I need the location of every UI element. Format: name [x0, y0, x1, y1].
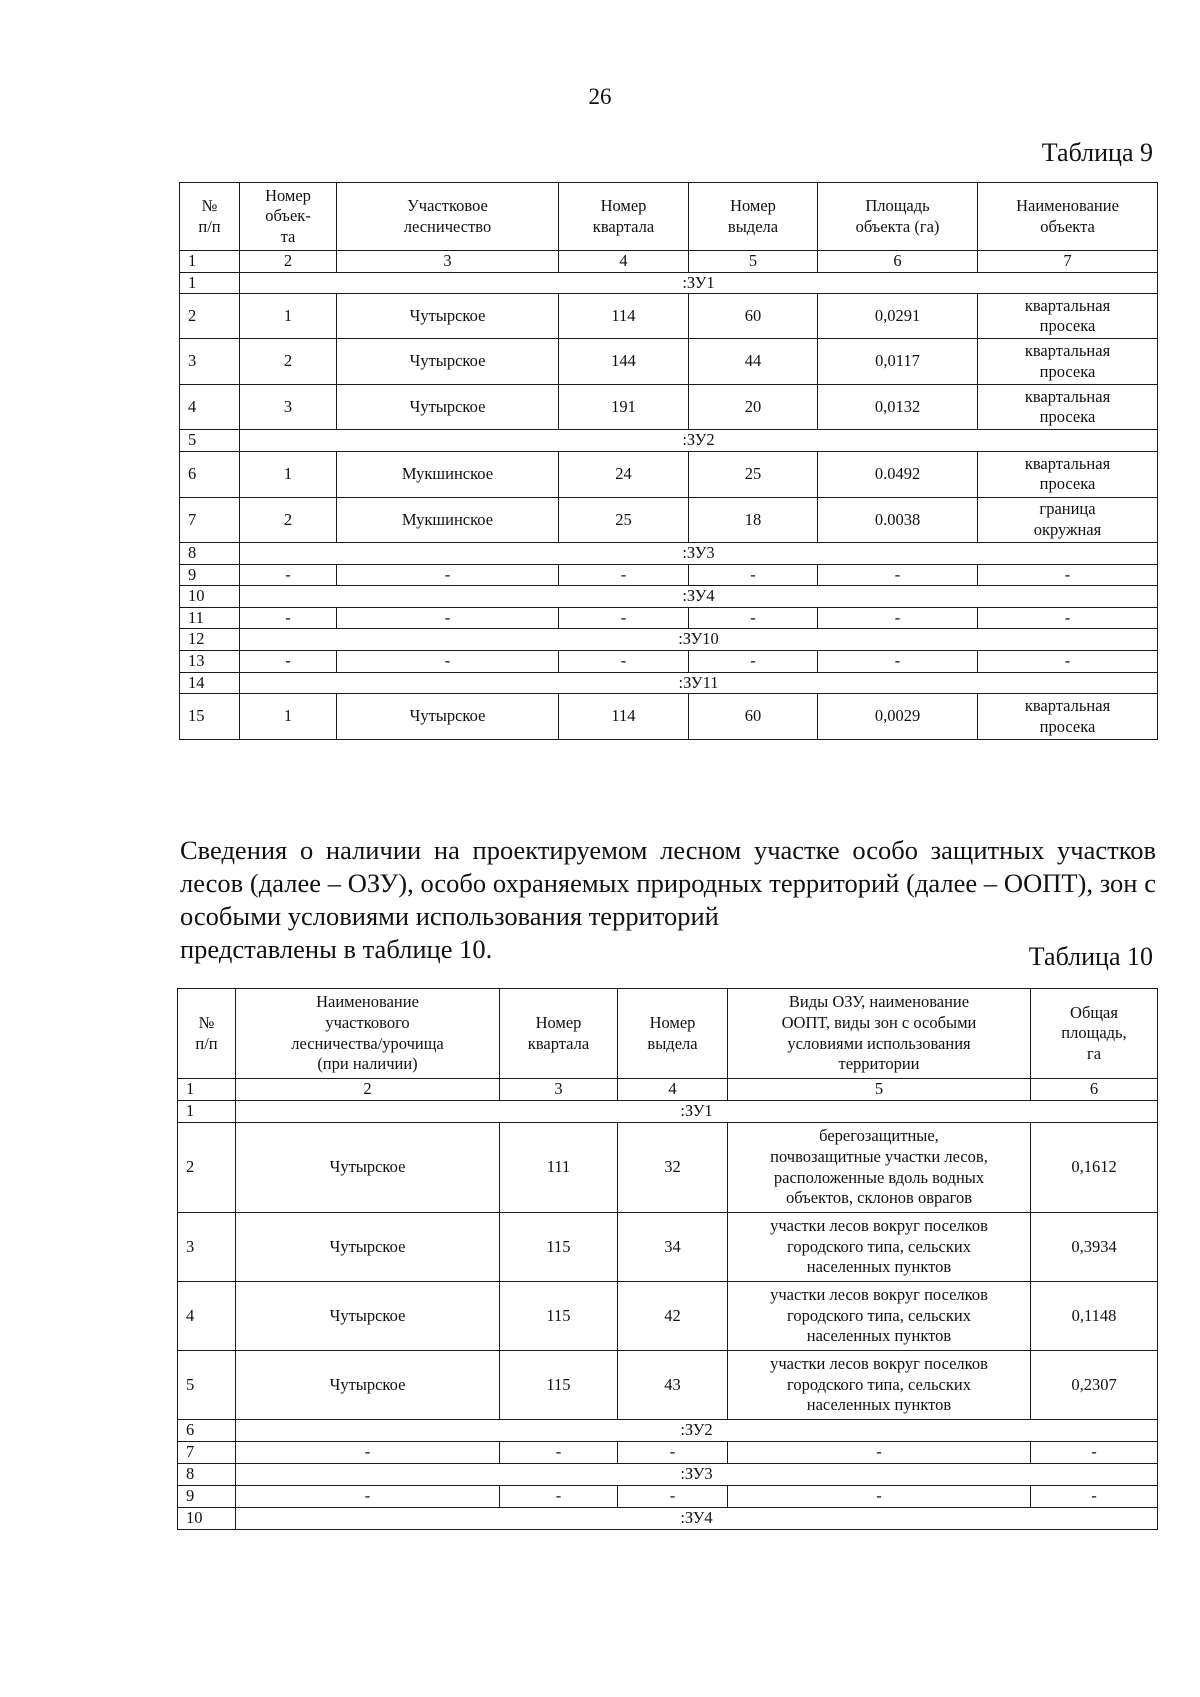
table-row — [178, 1351, 1158, 1420]
table-cell: 20 — [689, 385, 818, 430]
table-cell: участки лесов вокруг поселков городского типа, сельских населенных пунктов — [728, 1351, 1031, 1420]
table-row — [180, 339, 1158, 385]
column-number: 5 — [728, 1079, 1031, 1101]
column-header: Наименование объекта — [978, 183, 1158, 251]
table-cell: квартальная просека — [978, 294, 1158, 339]
table-cell: - — [240, 651, 337, 673]
group-label: :ЗУ10 — [240, 629, 1158, 651]
row-number: 15 — [180, 694, 240, 740]
table-cell: 115 — [500, 1282, 618, 1351]
row-number: 6 — [180, 451, 240, 497]
table-cell: - — [978, 564, 1158, 586]
table-cell: 114 — [559, 694, 689, 740]
table-cell: 114 — [559, 294, 689, 339]
column-number: 1 — [180, 251, 240, 273]
table-cell: 1 — [240, 451, 337, 497]
table-cell: 18 — [689, 497, 818, 542]
group-row — [180, 542, 1158, 564]
table-cell: - — [337, 651, 559, 673]
table-cell: - — [818, 607, 978, 629]
row-number: 14 — [180, 672, 240, 694]
table-cell: 24 — [559, 451, 689, 497]
table-cell: - — [1031, 1486, 1158, 1508]
table-cell: 115 — [500, 1213, 618, 1282]
table-cell: Чутырское — [236, 1282, 500, 1351]
table-cell: 0,0132 — [818, 385, 978, 430]
column-number: 2 — [240, 251, 337, 273]
table-cell: - — [500, 1442, 618, 1464]
table-cell: 111 — [500, 1123, 618, 1213]
table-cell: - — [978, 651, 1158, 673]
group-row — [178, 1508, 1158, 1530]
group-row — [180, 672, 1158, 694]
column-header: Номер квартала — [559, 183, 689, 251]
table-cell: 60 — [689, 694, 818, 740]
column-number: 3 — [337, 251, 559, 273]
row-number: 10 — [178, 1508, 236, 1530]
header-row — [178, 989, 1158, 1079]
column-number: 4 — [559, 251, 689, 273]
group-row — [180, 586, 1158, 608]
row-number: 2 — [178, 1123, 236, 1213]
column-number: 3 — [500, 1079, 618, 1101]
column-number: 4 — [618, 1079, 728, 1101]
group-label: :ЗУ4 — [236, 1508, 1158, 1530]
column-header: Площадь объекта (га) — [818, 183, 978, 251]
header-row — [180, 183, 1158, 251]
table-cell: Чутырское — [337, 694, 559, 740]
group-label: :ЗУ4 — [240, 586, 1158, 608]
column-header: Наименование участкового лесничества/урочища (при наличии) — [236, 989, 500, 1079]
column-header: Номер выдела — [689, 183, 818, 251]
table-row — [178, 1123, 1158, 1213]
row-number: 2 — [180, 294, 240, 339]
row-number: 10 — [180, 586, 240, 608]
group-row — [178, 1101, 1158, 1123]
table-cell: Мукшинское — [337, 497, 559, 542]
empty-row — [180, 564, 1158, 586]
group-row — [180, 629, 1158, 651]
table-row — [180, 294, 1158, 339]
table-cell: 0.0492 — [818, 451, 978, 497]
table-cell: 2 — [240, 497, 337, 542]
table-cell: - — [728, 1486, 1031, 1508]
row-number: 5 — [180, 430, 240, 452]
group-row — [180, 272, 1158, 294]
table-cell: - — [689, 564, 818, 586]
table-cell: 1 — [240, 694, 337, 740]
table-cell: квартальная просека — [978, 385, 1158, 430]
row-number: 3 — [180, 339, 240, 385]
group-label: :ЗУ3 — [240, 542, 1158, 564]
row-number: 8 — [180, 542, 240, 564]
table-cell: - — [559, 607, 689, 629]
row-number: 13 — [180, 651, 240, 673]
table-cell: 32 — [618, 1123, 728, 1213]
table-cell: участки лесов вокруг поселков городского типа, сельских населенных пунктов — [728, 1213, 1031, 1282]
column-header: Виды ОЗУ, наименование ООПТ, виды зон с особыми условиями использования территории — [728, 989, 1031, 1079]
column-number-row — [178, 1079, 1158, 1101]
column-number: 1 — [178, 1079, 236, 1101]
table-cell: - — [559, 564, 689, 586]
table-cell: участки лесов вокруг поселков городского типа, сельских населенных пунктов — [728, 1282, 1031, 1351]
group-label: :ЗУ2 — [236, 1420, 1158, 1442]
table-cell: 34 — [618, 1213, 728, 1282]
table-cell: 3 — [240, 385, 337, 430]
column-number-row — [180, 251, 1158, 273]
table-cell: - — [559, 651, 689, 673]
group-row — [180, 430, 1158, 452]
group-label: :ЗУ11 — [240, 672, 1158, 694]
row-number: 1 — [178, 1101, 236, 1123]
row-number: 5 — [178, 1351, 236, 1420]
table-cell: 44 — [689, 339, 818, 385]
row-number: 11 — [180, 607, 240, 629]
table10-caption: Таблица 10 — [1028, 942, 1153, 971]
table-9 — [179, 182, 1158, 740]
table-cell: 2 — [240, 339, 337, 385]
table-cell: квартальная просека — [978, 339, 1158, 385]
row-number: 4 — [180, 385, 240, 430]
page-number: 26 — [588, 84, 612, 109]
column-header: Участковое лесничество — [337, 183, 559, 251]
table-cell: 60 — [689, 294, 818, 339]
table-cell: 1 — [240, 294, 337, 339]
row-number: 9 — [178, 1486, 236, 1508]
table-cell: - — [689, 607, 818, 629]
group-label: :ЗУ1 — [240, 272, 1158, 294]
row-number: 6 — [178, 1420, 236, 1442]
column-number: 6 — [1031, 1079, 1158, 1101]
table-cell: квартальная просека — [978, 694, 1158, 740]
group-label: :ЗУ1 — [236, 1101, 1158, 1123]
row-number: 7 — [178, 1442, 236, 1464]
table-row — [178, 1213, 1158, 1282]
group-row — [178, 1420, 1158, 1442]
table-cell: - — [236, 1486, 500, 1508]
column-header: Номер объек- та — [240, 183, 337, 251]
table-cell: Чутырское — [236, 1213, 500, 1282]
row-number: 4 — [178, 1282, 236, 1351]
table-10 — [177, 988, 1158, 1530]
table-cell: - — [689, 651, 818, 673]
table-cell: - — [240, 564, 337, 586]
column-header: Общая площадь, га — [1031, 989, 1158, 1079]
table-cell: 0,1612 — [1031, 1123, 1158, 1213]
table-cell: Чутырское — [236, 1123, 500, 1213]
table-cell: - — [1031, 1442, 1158, 1464]
empty-row — [180, 651, 1158, 673]
table-cell: 0,0291 — [818, 294, 978, 339]
table-row — [178, 1282, 1158, 1351]
table-cell: 0.0038 — [818, 497, 978, 542]
table9-caption: Таблица 9 — [1041, 138, 1153, 167]
table-cell: Чутырское — [337, 385, 559, 430]
empty-row — [180, 607, 1158, 629]
table-cell: 0,0117 — [818, 339, 978, 385]
table-cell: 0,3934 — [1031, 1213, 1158, 1282]
table-cell: - — [728, 1442, 1031, 1464]
table-cell: 25 — [559, 497, 689, 542]
table-cell: 42 — [618, 1282, 728, 1351]
table-cell: 144 — [559, 339, 689, 385]
table-cell: Мукшинское — [337, 451, 559, 497]
table-cell: 25 — [689, 451, 818, 497]
column-header: № п/п — [180, 183, 240, 251]
table-cell: - — [337, 564, 559, 586]
group-label: :ЗУ3 — [236, 1464, 1158, 1486]
table-row — [180, 385, 1158, 430]
intro-paragraph — [180, 834, 1156, 966]
column-number: 7 — [978, 251, 1158, 273]
column-number: 2 — [236, 1079, 500, 1101]
row-number: 12 — [180, 629, 240, 651]
table-cell: - — [818, 564, 978, 586]
table-cell: - — [618, 1442, 728, 1464]
group-label: :ЗУ2 — [240, 430, 1158, 452]
table-cell: 43 — [618, 1351, 728, 1420]
column-header: Номер выдела — [618, 989, 728, 1079]
table-cell: граница окружная — [978, 497, 1158, 542]
table-cell: - — [240, 607, 337, 629]
row-number: 8 — [178, 1464, 236, 1486]
table-cell: Чутырское — [337, 339, 559, 385]
table-cell: берегозащитные, почвозащитные участки лесов, расположенные вдоль водных объектов, склонов оврагов — [728, 1123, 1031, 1213]
empty-row — [178, 1442, 1158, 1464]
row-number: 7 — [180, 497, 240, 542]
table-row — [180, 497, 1158, 542]
row-number: 3 — [178, 1213, 236, 1282]
table-cell: 0,2307 — [1031, 1351, 1158, 1420]
empty-row — [178, 1486, 1158, 1508]
table-cell: - — [500, 1486, 618, 1508]
table-cell: 115 — [500, 1351, 618, 1420]
table-cell: 0,1148 — [1031, 1282, 1158, 1351]
paragraph-last-line: представлены в таблице 10. — [180, 933, 493, 964]
table-cell: Чутырское — [236, 1351, 500, 1420]
table-row — [180, 451, 1158, 497]
table-cell: - — [337, 607, 559, 629]
table-cell: Чутырское — [337, 294, 559, 339]
row-number: 9 — [180, 564, 240, 586]
table-cell: - — [978, 607, 1158, 629]
column-header: Номер квартала — [500, 989, 618, 1079]
table-cell: 191 — [559, 385, 689, 430]
row-number: 1 — [180, 272, 240, 294]
table-cell: 0,0029 — [818, 694, 978, 740]
table-cell: квартальная просека — [978, 451, 1158, 497]
column-number: 5 — [689, 251, 818, 273]
table-cell: - — [236, 1442, 500, 1464]
table-row — [180, 694, 1158, 740]
table-cell: - — [618, 1486, 728, 1508]
column-number: 6 — [818, 251, 978, 273]
group-row — [178, 1464, 1158, 1486]
paragraph-text: Сведения о наличии на проектируемом лесном участке особо защитных участков лесов (далее – ОЗУ), особо охраняемых природных территорий (далее – ООПТ), зон с особыми условиями использования территорий — [180, 834, 1156, 931]
table-cell: - — [818, 651, 978, 673]
column-header: № п/п — [178, 989, 236, 1079]
